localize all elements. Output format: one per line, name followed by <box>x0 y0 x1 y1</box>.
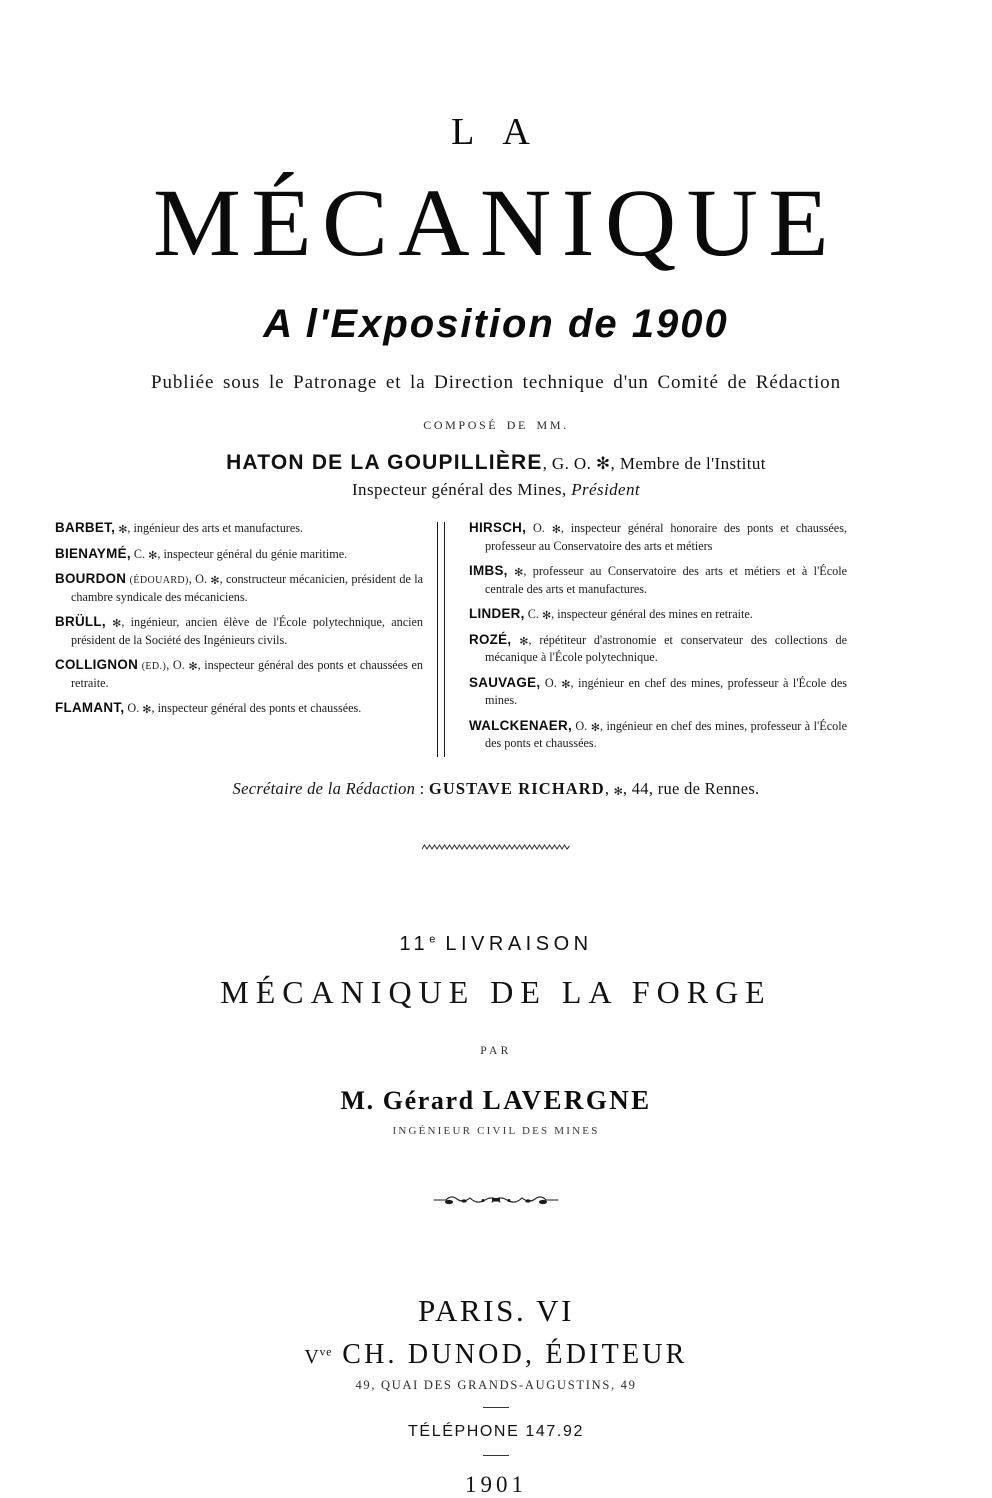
president-role-italic: Président <box>571 480 640 500</box>
member-entry <box>469 561 847 598</box>
president-role <box>55 480 937 500</box>
committee-member-list <box>55 518 937 758</box>
member-pre-rosette: C. <box>524 607 542 622</box>
president-name: HATON DE LA GOUPILLIÈRE <box>226 451 543 474</box>
member-detail: , inspecteur général des ponts et chaussées. <box>151 701 362 716</box>
member-pre-rosette: , O. <box>188 572 211 587</box>
member-entry <box>469 518 847 555</box>
publisher-name: CH. DUNOD, ÉDITEUR <box>332 1338 688 1370</box>
legion-rosette-icon: ✻ <box>551 523 561 537</box>
legion-rosette-icon: ✻ <box>561 677 571 691</box>
livraison-suffix: e <box>429 932 436 945</box>
member-detail: , répétiteur d'astronomie et conservateur des collections de mécanique à l'École polytechnique. <box>485 632 848 665</box>
member-entry <box>469 716 847 753</box>
member-entry <box>55 544 423 564</box>
member-name: COLLIGNON <box>55 657 139 673</box>
member-name: IMBS, <box>469 563 508 579</box>
telephone-line: TÉLÉPHONE 147.92 <box>408 1422 584 1440</box>
member-pre-rosette: O. <box>526 521 552 536</box>
member-detail: , ingénieur en chef des mines, professeur à l'École des ponts et chaussées. <box>485 718 847 751</box>
masthead-la: L A <box>451 111 541 153</box>
legion-rosette-icon: ✻ <box>541 609 552 623</box>
member-detail: , constructeur mécanicien, président de la chambre syndicale des mécaniciens. <box>71 572 423 605</box>
livraison-number: 11 <box>399 932 430 955</box>
secretary-address: , 44, rue de Rennes. <box>622 778 760 798</box>
secretary-label: Secrétaire de la Rédaction <box>232 778 416 798</box>
publisher-prefix-superscript: ve <box>319 1343 332 1358</box>
member-detail: , professeur au Conservatoire des arts et métiers et à l'École centrale des arts et manufactures. <box>485 564 848 596</box>
member-name: BRÜLL, <box>55 614 106 630</box>
livraison-line <box>55 933 937 956</box>
page-title: MÉCANIQUE <box>153 169 839 276</box>
secretary-name: GUSTAVE RICHARD <box>428 778 605 798</box>
legion-rosette-icon: ✻ <box>148 548 158 562</box>
exposition-subtitle: A l'Exposition de 1900 <box>263 302 729 346</box>
legion-rosette-icon: ✻ <box>118 523 128 537</box>
member-name: BOURDON <box>55 571 127 587</box>
by-label: PAR <box>480 1044 512 1057</box>
secretary-line: Secrétaire de la Rédaction : GUSTAVE RICHARD, ✻, 44, rue de Rennes. <box>232 778 760 798</box>
member-entry <box>55 518 423 538</box>
president-honors: , G. O. ✻, Membre de l'Institut <box>542 454 766 473</box>
divider-rule <box>483 1407 509 1408</box>
author-name <box>55 1085 937 1116</box>
zigzag-rule-ornament <box>421 841 571 855</box>
member-entry <box>469 604 847 624</box>
member-firstname: (ÉDOUARD) <box>129 575 189 587</box>
member-pre-rosette: O. <box>540 675 562 690</box>
president-entry <box>55 450 937 476</box>
member-firstname: (ED.) <box>141 661 167 673</box>
member-name: WALCKENAER, <box>469 717 572 733</box>
member-entry <box>469 673 847 710</box>
member-pre-rosette: O. <box>124 701 143 716</box>
published-under-patronage-line: Publiée sous le Patronage et la Direction technique d'un Comité de Rédaction <box>151 372 841 393</box>
member-detail: , inspecteur général des mines en retraite. <box>551 607 753 622</box>
committee-column-left <box>55 518 435 724</box>
member-detail: , ingénieur en chef des mines, professeur à l'École des mines. <box>485 675 847 708</box>
member-entry <box>55 655 423 692</box>
fleuron-ornament <box>431 1189 561 1211</box>
member-detail: , ingénieur, ancien élève de l'École polytechnique, ancien président de la Société des Ingénieurs civils. <box>71 615 424 648</box>
publisher-prefix-letter: V <box>304 1345 320 1368</box>
author-surname: LAVERGNE <box>482 1084 652 1115</box>
member-name: LINDER, <box>469 606 525 622</box>
publication-year: 1901 <box>465 1471 527 1497</box>
livraison-label: LIVRAISON <box>445 932 593 955</box>
member-name: FLAMANT, <box>55 700 125 716</box>
member-entry <box>55 569 423 606</box>
president-role-plain: Inspecteur général des Mines, <box>352 480 572 500</box>
member-detail: , inspecteur général des ponts et chaussées en retraite. <box>71 658 424 690</box>
section-title: MÉCANIQUE DE LA FORGE <box>220 973 772 1010</box>
imprint-publisher <box>55 1339 937 1371</box>
author-credential: INGÉNIEUR CIVIL DES MINES <box>392 1124 600 1137</box>
imprint-city: PARIS. VI <box>417 1292 575 1328</box>
member-name: BARBET, <box>55 520 116 536</box>
legion-rosette-icon: ✻ <box>188 660 198 674</box>
member-entry <box>55 612 423 649</box>
committee-column-right <box>447 518 847 758</box>
legion-rosette-icon: ✻ <box>142 703 152 717</box>
legion-rosette-icon: ✻ <box>519 634 529 648</box>
member-name: BIENAYMÉ, <box>55 545 131 561</box>
legion-rosette-icon: ✻ <box>112 617 122 631</box>
member-detail: , inspecteur général honoraire des ponts et chaussées, professeur au Conservatoire des arts et métiers <box>485 521 847 553</box>
imprint-address: 49, QUAI DES GRANDS-AUGUSTINS, 49 <box>355 1377 637 1392</box>
member-detail: , ingénieur des arts et manufactures. <box>127 521 304 536</box>
member-entry <box>55 698 423 718</box>
member-detail: , inspecteur général du génie maritime. <box>157 546 348 561</box>
secretary-separator: : <box>415 778 429 798</box>
member-pre-rosette: O. <box>571 718 591 733</box>
legion-rosette-icon: ✻ <box>210 574 220 588</box>
member-name: HIRSCH, <box>469 520 527 536</box>
publisher-veuve-prefix <box>304 1343 332 1368</box>
member-pre-rosette: C. <box>130 546 149 561</box>
member-pre-rosette: , O. <box>166 658 189 673</box>
member-entry <box>469 630 847 667</box>
member-name: ROZÉ, <box>469 631 512 647</box>
legion-rosette-icon: ✻ <box>613 784 623 798</box>
column-divider <box>437 522 445 756</box>
member-name: SAUVAGE, <box>469 674 541 690</box>
composed-of-label: COMPOSÉ DE MM. <box>423 418 569 432</box>
legion-rosette-icon: ✻ <box>590 720 600 734</box>
legion-rosette-icon: ✻ <box>514 566 524 580</box>
author-prefix: M. Gérard <box>340 1085 483 1115</box>
divider-rule <box>483 1455 509 1456</box>
